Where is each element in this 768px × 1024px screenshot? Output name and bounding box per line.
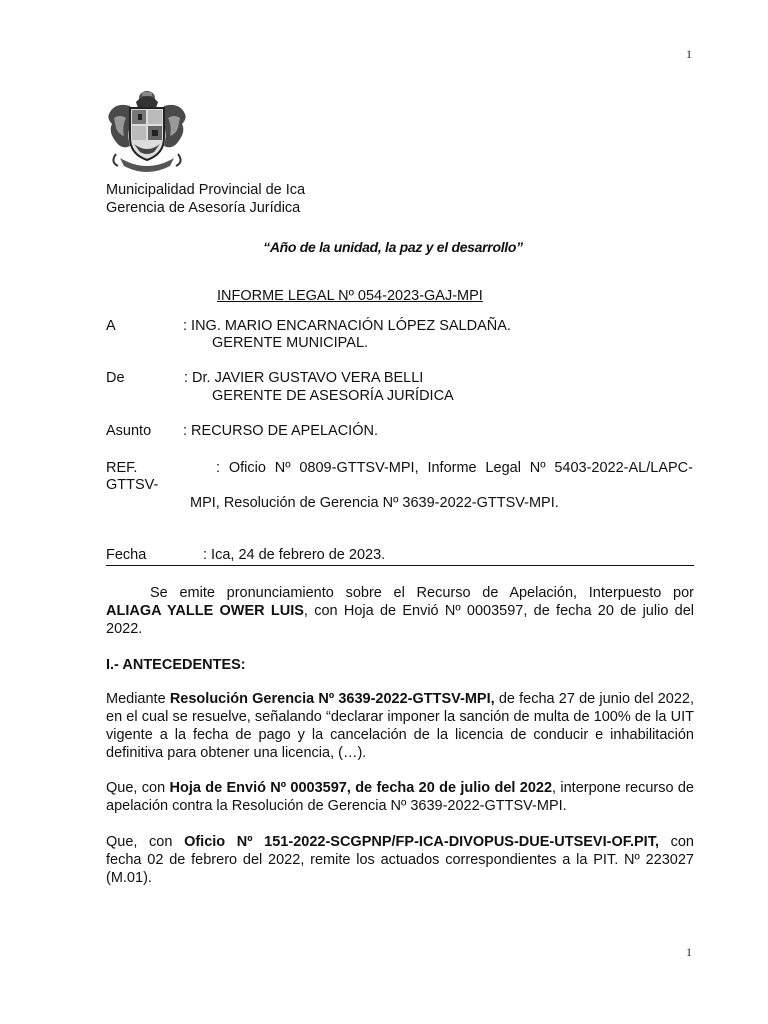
paragraph-hoja-envio-body: , interpone recurso de apelación contra la Resolución de Gerencia Nº 3639-2022-GTTSV-MPI.: [106, 780, 694, 814]
field-ref-value-line2: MPI, Resolución de Gerencia Nº 3639-2022-GTTSV-MPI.: [190, 495, 559, 511]
field-fecha-value: : Ica, 24 de febrero de 2023.: [203, 547, 386, 563]
paragraph-resolucion-ref: Resolución Gerencia Nº 3639-2022-GTTSV-MPI,: [169, 691, 495, 707]
document-title: INFORME LEGAL Nº 054-2023-GAJ-MPI: [217, 288, 483, 304]
page-number-bottom: 1: [686, 945, 692, 959]
intro-line-2: [106, 602, 694, 620]
institution-name: Municipalidad Provincial de Ica: [106, 182, 306, 198]
field-de-label: De: [106, 370, 125, 386]
field-ref-value-wrap: GTTSV-: [106, 477, 159, 493]
field-a-value: : ING. MARIO ENCARNACIÓN LÓPEZ SALDAÑA.: [183, 318, 511, 334]
paragraph-resolucion: [106, 690, 694, 762]
section-title-antecedentes: I.- ANTECEDENTES:: [106, 657, 246, 673]
field-asunto-label: Asunto: [106, 423, 152, 439]
paragraph-oficio-body: con fecha 02 de febrero del 2022, remite los actuados correspondientes a la PIT. Nº 223027 (M.01).: [106, 834, 694, 886]
field-de-value: : Dr. JAVIER GUSTAVO VERA BELLI: [184, 370, 424, 386]
office-name: Gerencia de Asesoría Jurídica: [106, 200, 301, 216]
paragraph-oficio: [106, 833, 694, 887]
paragraph-hoja-envio-ref: Hoja de Envió Nº 0003597, de fecha 20 de julio del 2022: [169, 780, 553, 796]
field-a-role: GERENTE MUNICIPAL.: [212, 335, 369, 351]
paragraph-resolucion-body: de fecha 27 de junio del 2022, en el cual se resuelve, señalando “declarar imponer la sanción de multa de 100% de la UIT vigente a la fecha de pago y la cancelación de la licencia de conducir e inhabilitación definitiva para obtener una licencia, (…).: [106, 691, 694, 761]
municipal-crest-icon: [104, 88, 190, 174]
paragraph-hoja-envio-lead: Que, con: [106, 780, 170, 796]
field-fecha-label: Fecha: [106, 547, 147, 563]
paragraph-oficio-lead: Que, con: [106, 834, 185, 850]
page-number-top: 1: [686, 47, 692, 61]
field-ref-label: REF.: [106, 460, 138, 476]
appellant-name: ALIAGA YALLE OWER LUIS: [106, 603, 304, 619]
intro-line-2-text: , con Hoja de Envió Nº 0003597, de fecha 20 de julio del: [303, 603, 694, 619]
paragraph-oficio-ref: Oficio Nº 151-2022-SCGPNP/FP-ICA-DIVOPUS-DUE-UTSEVI-OF.PIT,: [184, 834, 659, 850]
paragraph-resolucion-lead: Mediante: [106, 691, 170, 707]
field-ref-value-line1: : Oficio Nº 0809-GTTSV-MPI, Informe Legal Nº 5403-2022-AL/LAPC-: [216, 460, 693, 476]
field-a-label: A: [106, 318, 116, 334]
header-divider: [106, 565, 694, 566]
paragraph-hoja-envio: [106, 779, 694, 815]
intro-line-1: Se emite pronunciamiento sobre el Recurso de Apelación, Interpuesto por: [150, 585, 694, 601]
field-de-role: GERENTE DE ASESORÍA JURÍDICA: [212, 388, 454, 404]
year-motto: “Año de la unidad, la paz y el desarrollo”: [263, 239, 523, 255]
intro-line-3: 2022.: [106, 621, 143, 637]
field-asunto-value: : RECURSO DE APELACIÓN.: [183, 423, 378, 439]
